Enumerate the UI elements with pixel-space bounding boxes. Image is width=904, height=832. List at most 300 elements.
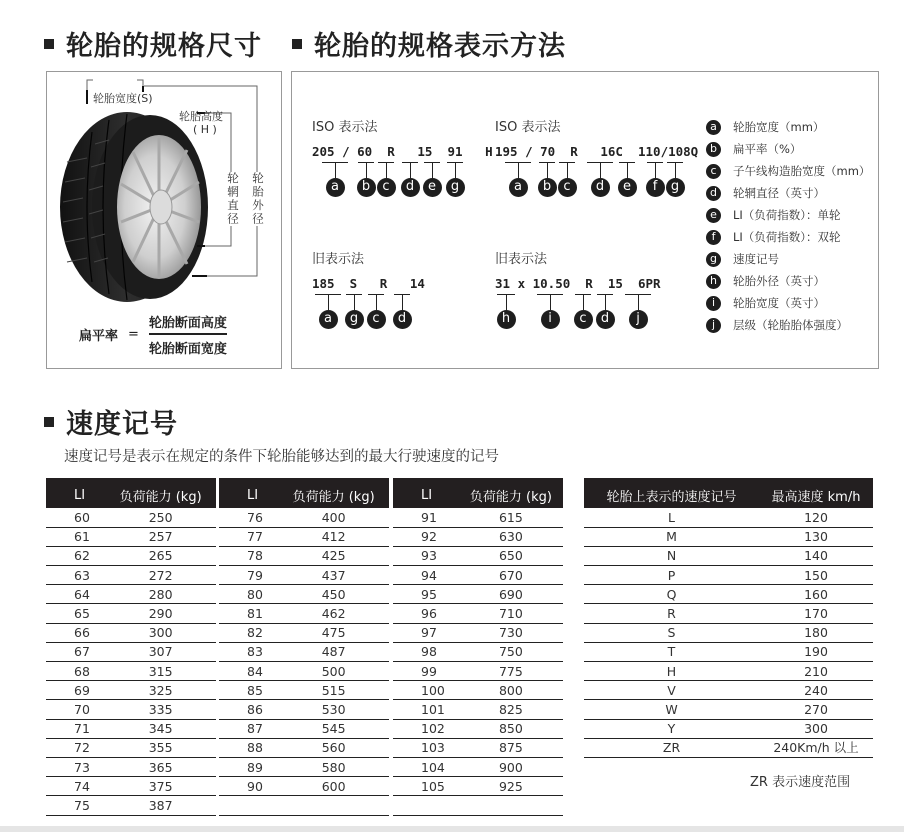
- table-row: [584, 508, 873, 527]
- tire-diagram-panel: [46, 71, 282, 369]
- marker-stem: [455, 163, 456, 178]
- table-header-row: [584, 478, 873, 508]
- tire-width-label: 轮胎宽度(S): [93, 92, 153, 105]
- table-row: [584, 738, 873, 757]
- table-row: [393, 719, 563, 738]
- table-row: [219, 546, 389, 565]
- letter-e-icon: e: [618, 178, 637, 197]
- letter-e-icon: e: [423, 178, 442, 197]
- speed-symbol-cell: V: [584, 681, 759, 700]
- table-row: [46, 508, 216, 527]
- letter-j-icon: j: [629, 310, 648, 329]
- load-index-cell: 94: [393, 566, 459, 585]
- load-capacity-cell: 875: [459, 738, 563, 757]
- table-row: [584, 642, 873, 661]
- load-index-cell: 88: [219, 738, 278, 757]
- outer-diameter-label: 轮胎外径: [251, 172, 265, 226]
- table-row: [219, 700, 389, 719]
- load-index-table-1: [46, 478, 216, 816]
- letter-h-icon: h: [706, 274, 721, 289]
- marker-stem: [627, 163, 628, 178]
- legend-text: 轮辋直径（英寸）: [733, 186, 825, 200]
- table-row: [584, 566, 873, 585]
- table-row: [393, 604, 563, 623]
- header-max-speed: 最高速度 km/h: [759, 478, 873, 508]
- table-row: [219, 738, 389, 757]
- load-index-cell: 97: [393, 623, 459, 642]
- max-speed-cell: 160: [759, 585, 873, 604]
- load-capacity-cell: 280: [105, 585, 216, 604]
- marker-stem: [366, 163, 367, 178]
- zr-note: ZR 表示速度范围: [750, 775, 851, 790]
- tire-size-title-text: 轮胎的规格尺寸: [66, 31, 262, 62]
- load-index-cell: 79: [219, 566, 278, 585]
- load-capacity-cell: 355: [105, 738, 216, 757]
- ratio-fraction: [149, 312, 227, 357]
- load-capacity-cell: 925: [459, 777, 563, 796]
- marker-f: [647, 162, 663, 197]
- letter-b-icon: b: [357, 178, 376, 197]
- rim-diameter-label: 轮辋直径: [226, 172, 240, 226]
- header-load: 负荷能力 (kg): [278, 478, 389, 508]
- table-row: [46, 681, 216, 700]
- marker-stem: [675, 163, 676, 178]
- marker-j: [625, 294, 651, 329]
- letter-c-icon: c: [706, 164, 721, 179]
- load-capacity-cell: 437: [278, 566, 389, 585]
- load-capacity-cell: 425: [278, 546, 389, 565]
- load-index-cell: 96: [393, 604, 459, 623]
- tire-height-abbr: ( H ): [193, 123, 217, 136]
- ratio-label: 扁平率: [79, 329, 119, 344]
- marker-stem: [432, 163, 433, 178]
- spec-notation-title-text: 轮胎的规格表示方法: [314, 31, 566, 62]
- load-index-cell: 89: [219, 757, 278, 776]
- table-row: [584, 585, 873, 604]
- max-speed-cell: 180: [759, 623, 873, 642]
- letter-i-icon: i: [541, 310, 560, 329]
- letter-c-icon: c: [574, 310, 593, 329]
- table-header-row: [219, 478, 389, 508]
- letter-d-icon: d: [591, 178, 610, 197]
- letter-f-icon: f: [646, 178, 665, 197]
- load-index-cell: 76: [219, 508, 278, 527]
- table-row: [46, 700, 216, 719]
- load-index-cell: 70: [46, 700, 105, 719]
- load-index-cell: 84: [219, 662, 278, 681]
- load-index-cell: 67: [46, 642, 105, 661]
- table-row: [584, 662, 873, 681]
- table-row: [46, 757, 216, 776]
- marker-g: [447, 162, 463, 197]
- speed-symbol-description: 速度记号是表示在规定的条件下轮胎能够达到的最大行驶速度的记号: [64, 449, 499, 465]
- load-capacity-cell: 545: [278, 719, 389, 738]
- table-row: [46, 623, 216, 642]
- notation-legend: [706, 116, 870, 336]
- max-speed-cell: 300: [759, 719, 873, 738]
- table-row: [393, 623, 563, 642]
- marker-c: [368, 294, 384, 329]
- table-row: [46, 604, 216, 623]
- legend-text: 层级（轮胎胎体强度）: [733, 318, 848, 332]
- legend-text: 扁平率（%）: [733, 142, 802, 156]
- equals-sign: =: [128, 327, 139, 342]
- speed-symbol-cell: P: [584, 566, 759, 585]
- legend-text: 轮胎宽度（mm）: [733, 120, 825, 134]
- load-capacity-cell: 600: [278, 777, 389, 796]
- letter-d-icon: d: [401, 178, 420, 197]
- table-row: [219, 604, 389, 623]
- marker-stem: [410, 163, 411, 178]
- ratio-numerator: 轮胎断面高度: [149, 312, 227, 335]
- table-row: [584, 604, 873, 623]
- load-index-cell: [219, 796, 278, 815]
- speed-symbol-cell: T: [584, 642, 759, 661]
- load-index-cell: 64: [46, 585, 105, 604]
- letter-g-icon: g: [666, 178, 685, 197]
- marker-stem: [567, 163, 568, 178]
- max-speed-cell: 170: [759, 604, 873, 623]
- speed-symbol-cell: R: [584, 604, 759, 623]
- max-speed-cell: 120: [759, 508, 873, 527]
- table-row: [393, 738, 563, 757]
- table-row: [46, 566, 216, 585]
- letter-c-icon: c: [367, 310, 386, 329]
- load-capacity-cell: 265: [105, 546, 216, 565]
- load-index-cell: 82: [219, 623, 278, 642]
- tire-size-title: [44, 24, 262, 63]
- load-capacity-cell: 475: [278, 623, 389, 642]
- load-capacity-cell: 710: [459, 604, 563, 623]
- marker-e: [424, 162, 440, 197]
- table-row: [393, 757, 563, 776]
- load-capacity-cell: 900: [459, 757, 563, 776]
- legend-item-j: [706, 314, 870, 336]
- load-capacity-cell: 487: [278, 642, 389, 661]
- speed-symbol-cell: ZR: [584, 738, 759, 757]
- load-capacity-cell: 650: [459, 546, 563, 565]
- load-capacity-cell: 580: [278, 757, 389, 776]
- marker-a: [322, 162, 348, 197]
- load-index-cell: 98: [393, 642, 459, 661]
- table-row: [393, 662, 563, 681]
- letter-d-icon: d: [393, 310, 412, 329]
- letter-j-icon: j: [706, 318, 721, 333]
- load-capacity-cell: 560: [278, 738, 389, 757]
- load-capacity-cell: 345: [105, 719, 216, 738]
- load-capacity-cell: 500: [278, 662, 389, 681]
- load-capacity-cell: 730: [459, 623, 563, 642]
- table-row: [219, 662, 389, 681]
- legend-item-h: [706, 270, 870, 292]
- load-capacity-cell: [278, 796, 389, 815]
- header-li: LI: [46, 478, 105, 508]
- legend-item-g: [706, 248, 870, 270]
- table-row: [584, 527, 873, 546]
- letter-d-icon: d: [706, 186, 721, 201]
- header-load: 负荷能力 (kg): [105, 478, 216, 508]
- table-row: [219, 777, 389, 796]
- table-row: [46, 777, 216, 796]
- table-row: [393, 508, 563, 527]
- tire-height-label: 轮胎高度: [179, 110, 223, 123]
- max-speed-cell: 190: [759, 642, 873, 661]
- table-row: [219, 719, 389, 738]
- load-index-cell: 90: [219, 777, 278, 796]
- speed-symbol-table: [584, 478, 873, 758]
- load-capacity-cell: 630: [459, 527, 563, 546]
- marker-a: [315, 294, 341, 329]
- aspect-ratio-formula: [79, 312, 227, 357]
- header-li: LI: [393, 478, 459, 508]
- table-header-row: [393, 478, 563, 508]
- marker-g: [346, 294, 362, 329]
- load-index-cell: 102: [393, 719, 459, 738]
- load-index-cell: 85: [219, 681, 278, 700]
- legend-text: 速度记号: [733, 252, 779, 266]
- load-capacity-cell: 412: [278, 527, 389, 546]
- marker-d: [402, 162, 418, 197]
- load-index-cell: 86: [219, 700, 278, 719]
- load-index-cell: 91: [393, 508, 459, 527]
- load-index-cell: 100: [393, 681, 459, 700]
- load-capacity-cell: 530: [278, 700, 389, 719]
- speed-symbol-cell: Q: [584, 585, 759, 604]
- load-capacity-cell: 290: [105, 604, 216, 623]
- spec-notation-title: [292, 24, 566, 63]
- load-index-cell: 87: [219, 719, 278, 738]
- marker-row: [312, 162, 493, 208]
- table-row: [46, 585, 216, 604]
- load-capacity-cell: 272: [105, 566, 216, 585]
- table-row: [584, 546, 873, 565]
- marker-stem: [605, 295, 606, 310]
- load-capacity-cell: 387: [105, 796, 216, 815]
- load-capacity-cell: 670: [459, 566, 563, 585]
- load-index-cell: 75: [46, 796, 105, 815]
- table-row: [393, 681, 563, 700]
- table-row: [46, 527, 216, 546]
- notation-code: 185 S R 14: [312, 276, 425, 291]
- table-row: [219, 585, 389, 604]
- marker-a: [505, 162, 531, 197]
- load-capacity-cell: 315: [105, 662, 216, 681]
- header-load: 负荷能力 (kg): [459, 478, 563, 508]
- legend-item-e: [706, 204, 870, 226]
- legend-text: LI（负荷指数）：双轮: [733, 230, 841, 244]
- letter-b-icon: b: [538, 178, 557, 197]
- table-row: [46, 642, 216, 661]
- marker-stem: [547, 163, 548, 178]
- load-capacity-cell: 515: [278, 681, 389, 700]
- speed-symbol-title: [44, 402, 178, 441]
- max-speed-cell: 210: [759, 662, 873, 681]
- marker-b: [358, 162, 374, 197]
- letter-e-icon: e: [706, 208, 721, 223]
- speed-symbol-cell: L: [584, 508, 759, 527]
- max-speed-cell: 130: [759, 527, 873, 546]
- bullet-square-icon: [44, 39, 54, 49]
- table-row: [393, 700, 563, 719]
- load-index-cell: 103: [393, 738, 459, 757]
- load-index-cell: 78: [219, 546, 278, 565]
- table-header-row: [46, 478, 216, 508]
- spec-notation-panel: [291, 71, 879, 369]
- load-index-cell: 80: [219, 585, 278, 604]
- load-capacity-cell: 615: [459, 508, 563, 527]
- letter-g-icon: g: [345, 310, 364, 329]
- load-index-cell: 66: [46, 623, 105, 642]
- load-capacity-cell: [459, 796, 563, 815]
- speed-symbol-cell: H: [584, 662, 759, 681]
- load-capacity-cell: 462: [278, 604, 389, 623]
- load-index-cell: 105: [393, 777, 459, 796]
- marker-stem: [402, 295, 403, 310]
- speed-symbol-cell: N: [584, 546, 759, 565]
- marker-stem: [354, 295, 355, 310]
- table-row: [393, 642, 563, 661]
- header-speed-symbol: 轮胎上表示的速度记号: [584, 478, 759, 508]
- table-row: [219, 796, 389, 815]
- load-index-cell: 69: [46, 681, 105, 700]
- table-row: [393, 527, 563, 546]
- marker-c: [575, 294, 591, 329]
- bottom-band: [0, 826, 904, 832]
- marker-stem: [550, 295, 551, 310]
- table-row: [219, 681, 389, 700]
- letter-c-icon: c: [558, 178, 577, 197]
- table-row: [584, 700, 873, 719]
- load-capacity-cell: 775: [459, 662, 563, 681]
- table-row: [46, 738, 216, 757]
- notation-title: 旧表示法: [495, 252, 548, 267]
- max-speed-cell: 140: [759, 546, 873, 565]
- marker-i: [537, 294, 563, 329]
- legend-item-a: [706, 116, 870, 138]
- speed-symbol-cell: Y: [584, 719, 759, 738]
- marker-stem: [386, 163, 387, 178]
- letter-g-icon: g: [446, 178, 465, 197]
- load-index-cell: 74: [46, 777, 105, 796]
- load-index-cell: [393, 796, 459, 815]
- ratio-denominator: 轮胎断面宽度: [148, 342, 227, 357]
- load-index-cell: 93: [393, 546, 459, 565]
- table-row: [219, 508, 389, 527]
- load-index-cell: 95: [393, 585, 459, 604]
- legend-text: 轮胎宽度（英寸）: [733, 296, 825, 310]
- letter-a-icon: a: [509, 178, 528, 197]
- legend-item-i: [706, 292, 870, 314]
- load-capacity-cell: 825: [459, 700, 563, 719]
- table-row: [584, 623, 873, 642]
- marker-c: [378, 162, 394, 197]
- notation-title: ISO 表示法: [495, 120, 561, 135]
- load-index-cell: 62: [46, 546, 105, 565]
- load-index-cell: 73: [46, 757, 105, 776]
- header-li: LI: [219, 478, 278, 508]
- table-row: [584, 681, 873, 700]
- letter-b-icon: b: [706, 142, 721, 157]
- letter-a-icon: a: [706, 120, 721, 135]
- letter-i-icon: i: [706, 296, 721, 311]
- old-notation-commercial: [495, 248, 661, 340]
- marker-stem: [506, 295, 507, 310]
- marker-b: [539, 162, 555, 197]
- table-row: [219, 623, 389, 642]
- table-row: [219, 642, 389, 661]
- table-row: [584, 719, 873, 738]
- marker-stem: [638, 295, 639, 310]
- load-capacity-cell: 325: [105, 681, 216, 700]
- load-index-cell: 61: [46, 527, 105, 546]
- table-row: [393, 777, 563, 796]
- speed-symbol-cell: W: [584, 700, 759, 719]
- letter-h-icon: h: [497, 310, 516, 329]
- legend-item-f: [706, 226, 870, 248]
- speed-symbol-cell: M: [584, 527, 759, 546]
- load-index-cell: 104: [393, 757, 459, 776]
- marker-c: [559, 162, 575, 197]
- marker-stem: [518, 163, 519, 178]
- legend-text: 轮胎外径（英寸）: [733, 274, 825, 288]
- iso-notation-commercial: [495, 116, 698, 208]
- load-capacity-cell: 850: [459, 719, 563, 738]
- table-row: [219, 566, 389, 585]
- marker-stem: [335, 163, 336, 178]
- max-speed-cell: 240Km/h 以上: [759, 738, 873, 757]
- letter-g-icon: g: [706, 252, 721, 267]
- legend-item-c: [706, 160, 870, 182]
- table-row: [46, 719, 216, 738]
- load-capacity-cell: 450: [278, 585, 389, 604]
- load-index-cell: 83: [219, 642, 278, 661]
- table-row: [219, 757, 389, 776]
- load-index-cell: 65: [46, 604, 105, 623]
- load-index-cell: 60: [46, 508, 105, 527]
- notation-code: 31 x 10.50 R 15 6PR: [495, 276, 661, 291]
- table-row: [393, 796, 563, 815]
- table-row: [393, 546, 563, 565]
- load-index-cell: 72: [46, 738, 105, 757]
- marker-stem: [600, 163, 601, 178]
- marker-stem: [655, 163, 656, 178]
- marker-row: [312, 294, 425, 340]
- load-index-table-2: [219, 478, 389, 816]
- marker-row: [495, 162, 698, 208]
- legend-item-d: [706, 182, 870, 204]
- load-index-cell: 68: [46, 662, 105, 681]
- load-capacity-cell: 750: [459, 642, 563, 661]
- speed-symbol-cell: S: [584, 623, 759, 642]
- marker-d: [394, 294, 410, 329]
- iso-notation-passenger: [312, 116, 493, 208]
- marker-d: [587, 162, 613, 197]
- marker-row: [495, 294, 661, 340]
- load-capacity-cell: 800: [459, 681, 563, 700]
- marker-e: [619, 162, 635, 197]
- legend-item-b: [706, 138, 870, 160]
- marker-stem: [583, 295, 584, 310]
- load-index-cell: 92: [393, 527, 459, 546]
- load-index-cell: 71: [46, 719, 105, 738]
- table-row: [219, 527, 389, 546]
- letter-d-icon: d: [596, 310, 615, 329]
- max-speed-cell: 240: [759, 681, 873, 700]
- marker-stem: [376, 295, 377, 310]
- letter-c-icon: c: [377, 178, 396, 197]
- load-index-cell: 101: [393, 700, 459, 719]
- load-capacity-cell: 375: [105, 777, 216, 796]
